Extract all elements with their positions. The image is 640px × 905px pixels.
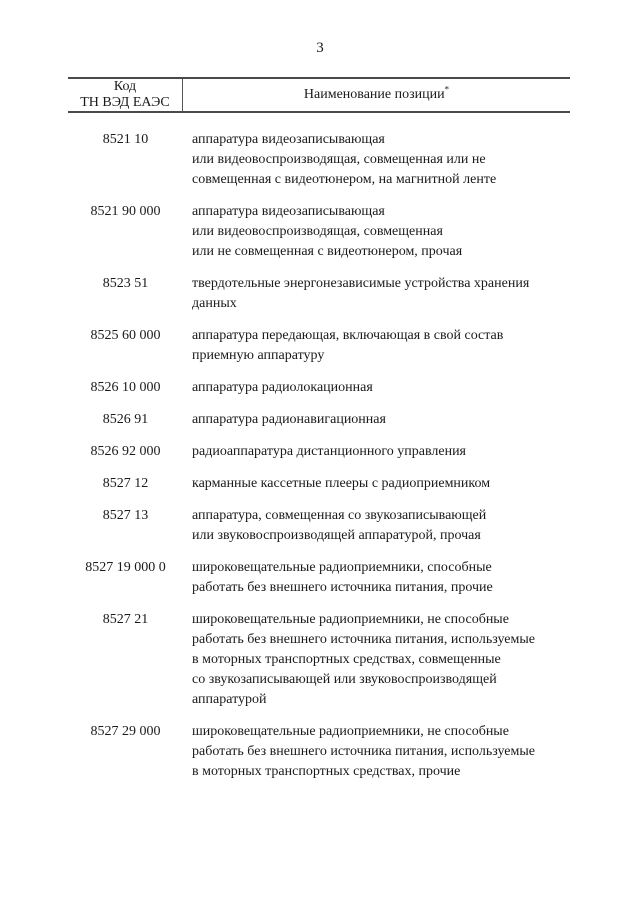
row-code: 8526 92 000 xyxy=(90,444,161,459)
description-line: работать без внешнего источника питания, используемые xyxy=(192,744,535,759)
description-line: приемную аппаратуру xyxy=(192,348,325,363)
table-row xyxy=(68,442,570,462)
row-code: 8521 10 xyxy=(102,132,149,147)
page-number: 3 xyxy=(316,40,324,56)
row-description xyxy=(192,130,570,190)
table-row xyxy=(68,202,570,262)
description-line: аппаратура передающая, включающая в свой состав xyxy=(192,328,504,343)
row-code: 8526 10 000 xyxy=(90,380,161,395)
row-description xyxy=(192,558,570,598)
description-line: широковещательные радиоприемники, способные xyxy=(192,560,492,575)
row-description xyxy=(192,378,570,398)
table-row xyxy=(68,558,570,598)
description-line: аппаратура радиолокационная xyxy=(192,380,373,395)
footnote-marker: * xyxy=(444,84,450,95)
description-line: широковещательные радиоприемники, не способные xyxy=(192,724,509,739)
description-line: радиоаппаратура дистанционного управления xyxy=(192,444,466,459)
header-code-column xyxy=(68,79,183,111)
row-code: 8527 12 xyxy=(102,476,149,491)
row-description xyxy=(192,722,570,782)
row-description xyxy=(192,326,570,366)
row-code: 8525 60 000 xyxy=(90,328,161,343)
description-line: работать без внешнего источника питания, используемые xyxy=(192,632,535,647)
description-line: или видеовоспроизводящая, совмещенная или не xyxy=(192,152,486,167)
row-code: 8527 29 000 xyxy=(90,724,161,739)
row-code: 8523 51 xyxy=(102,276,149,291)
row-description xyxy=(192,274,570,314)
row-code: 8526 91 xyxy=(102,412,149,427)
description-line: широковещательные радиоприемники, не способные xyxy=(192,612,509,627)
row-description xyxy=(192,610,570,710)
row-code: 8527 13 xyxy=(102,508,149,523)
table-row xyxy=(68,474,570,494)
table-row xyxy=(68,506,570,546)
header-name-column xyxy=(183,79,570,111)
table-row xyxy=(68,326,570,366)
header-code-line2: ТН ВЭД ЕАЭС xyxy=(80,95,170,110)
row-description xyxy=(192,202,570,262)
row-description xyxy=(192,410,570,430)
description-line: в моторных транспортных средствах, совмещенные xyxy=(192,652,501,667)
description-line: аппаратура видеозаписывающая xyxy=(192,132,385,147)
table-row xyxy=(68,410,570,430)
row-description xyxy=(192,442,570,462)
description-line: в моторных транспортных средствах, прочие xyxy=(192,764,461,779)
row-code: 8521 90 000 xyxy=(90,204,161,219)
table-row xyxy=(68,722,570,782)
header-code-line1: Код xyxy=(113,79,137,94)
table-body xyxy=(68,130,570,794)
description-line: твердотельные энергонезависимые устройства хранения xyxy=(192,276,530,291)
description-line: данных xyxy=(192,296,237,311)
description-line: работать без внешнего источника питания, прочие xyxy=(192,580,493,595)
table-row xyxy=(68,274,570,314)
description-line: аппаратурой xyxy=(192,692,267,707)
description-line: аппаратура, совмещенная со звукозаписывающей xyxy=(192,508,487,523)
row-code: 8527 21 xyxy=(102,612,149,627)
header-name-label: Наименование позиции* xyxy=(303,84,450,102)
row-code: 8527 19 000 0 xyxy=(85,560,166,575)
description-line: или звуковоспроизводящей аппаратурой, прочая xyxy=(192,528,481,543)
table-row xyxy=(68,610,570,710)
row-description xyxy=(192,474,570,494)
description-line: аппаратура видеозаписывающая xyxy=(192,204,385,219)
description-line: аппаратура радионавигационная xyxy=(192,412,386,427)
description-line: или видеовоспроизводящая, совмещенная xyxy=(192,224,443,239)
description-line: со звукозаписывающей или звуковоспроизводящей xyxy=(192,672,497,687)
description-line: или не совмещенная с видеотюнером, прочая xyxy=(192,244,463,259)
row-description xyxy=(192,506,570,546)
table-header xyxy=(68,77,570,113)
description-line: карманные кассетные плееры с радиоприемником xyxy=(192,476,491,491)
table-row xyxy=(68,378,570,398)
table-row xyxy=(68,130,570,190)
description-line: совмещенная с видеотюнером, на магнитной ленте xyxy=(192,172,497,187)
